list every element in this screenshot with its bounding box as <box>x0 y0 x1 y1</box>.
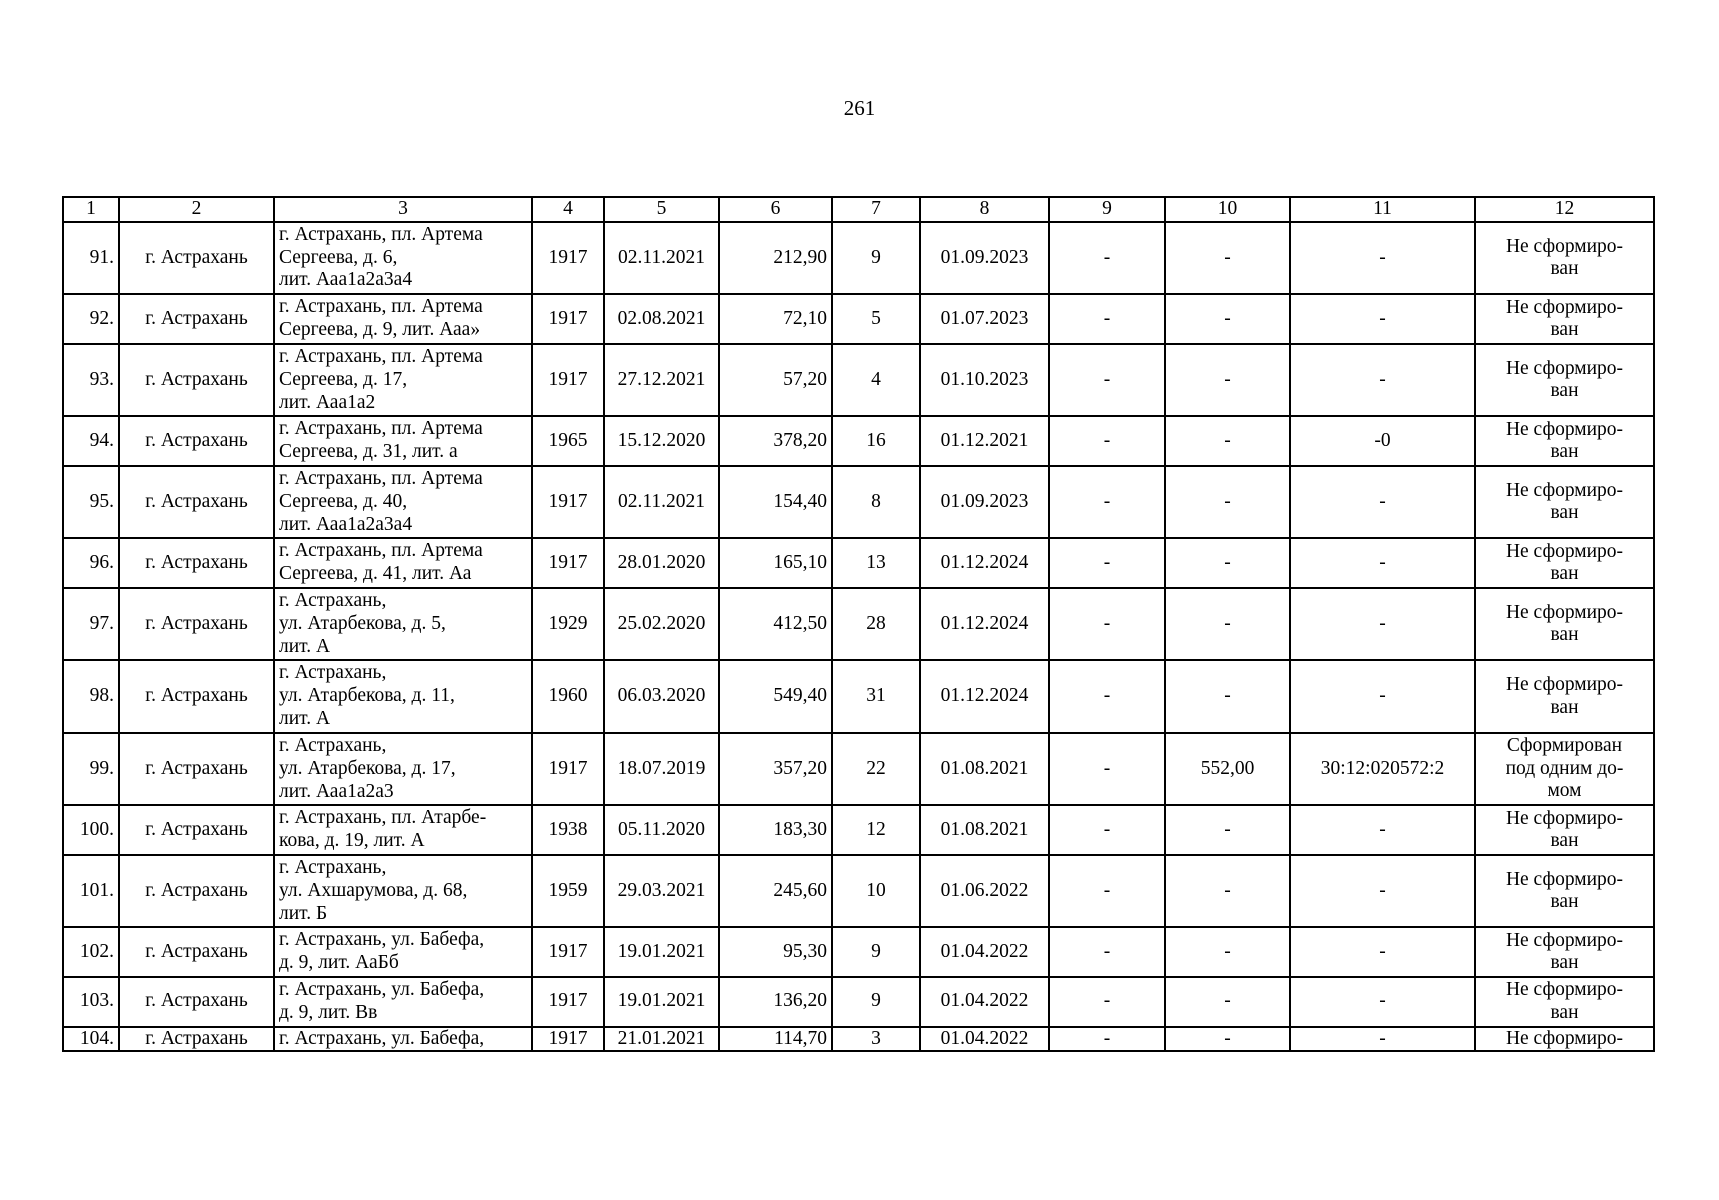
column-9-cell: - <box>1049 416 1165 466</box>
term-date-cell: 01.12.2024 <box>920 538 1049 588</box>
cadastral-number-cell: - <box>1290 805 1475 855</box>
column-9-cell: - <box>1049 733 1165 805</box>
area-cell: 212,90 <box>719 222 832 294</box>
city-cell: г. Астрахань <box>119 805 274 855</box>
table-row <box>63 222 1654 294</box>
cadastral-number-cell: - <box>1290 1027 1475 1052</box>
date-cell: 02.11.2021 <box>604 466 719 538</box>
city-cell: г. Астрахань <box>119 733 274 805</box>
land-status-cell: Не сформиро- ван <box>1475 294 1654 344</box>
area-cell: 95,30 <box>719 927 832 977</box>
cadastral-number-cell: - <box>1290 660 1475 732</box>
land-status-cell: Не сформиро- ван <box>1475 344 1654 416</box>
city-cell: г. Астрахань <box>119 588 274 660</box>
area-cell: 114,70 <box>719 1027 832 1052</box>
term-date-cell: 01.04.2022 <box>920 977 1049 1027</box>
row-number-cell: 93. <box>63 344 119 416</box>
row-number-cell: 99. <box>63 733 119 805</box>
column-header: 12 <box>1475 197 1654 222</box>
land-status-cell: Не сформиро- ван <box>1475 855 1654 927</box>
date-cell: 27.12.2021 <box>604 344 719 416</box>
year-cell: 1917 <box>532 222 604 294</box>
cadastral-number-cell: - <box>1290 294 1475 344</box>
column-header: 3 <box>274 197 532 222</box>
year-cell: 1917 <box>532 538 604 588</box>
count-cell: 9 <box>832 222 920 294</box>
cadastral-number-cell: - <box>1290 855 1475 927</box>
city-cell: г. Астрахань <box>119 855 274 927</box>
row-number-cell: 94. <box>63 416 119 466</box>
row-number-cell: 91. <box>63 222 119 294</box>
table-row <box>63 733 1654 805</box>
column-10-cell: - <box>1165 855 1290 927</box>
term-date-cell: 01.04.2022 <box>920 927 1049 977</box>
city-cell: г. Астрахань <box>119 294 274 344</box>
area-cell: 154,40 <box>719 466 832 538</box>
count-cell: 31 <box>832 660 920 732</box>
count-cell: 5 <box>832 294 920 344</box>
date-cell: 02.08.2021 <box>604 294 719 344</box>
column-10-cell: - <box>1165 344 1290 416</box>
table-row <box>63 588 1654 660</box>
column-10-cell: 552,00 <box>1165 733 1290 805</box>
row-number-cell: 104. <box>63 1027 119 1052</box>
year-cell: 1917 <box>532 733 604 805</box>
address-cell: г. Астрахань, пл. Артема Сергеева, д. 40, лит. Ааа1а2а3а4 <box>274 466 532 538</box>
year-cell: 1917 <box>532 977 604 1027</box>
term-date-cell: 01.12.2021 <box>920 416 1049 466</box>
date-cell: 06.03.2020 <box>604 660 719 732</box>
date-cell: 29.03.2021 <box>604 855 719 927</box>
housing-registry-table <box>62 196 1655 1052</box>
city-cell: г. Астрахань <box>119 222 274 294</box>
area-cell: 549,40 <box>719 660 832 732</box>
land-status-cell: Не сформиро- ван <box>1475 588 1654 660</box>
land-status-cell: Не сформиро- ван <box>1475 222 1654 294</box>
page-number: 261 <box>843 96 876 120</box>
row-number-cell: 98. <box>63 660 119 732</box>
date-cell: 05.11.2020 <box>604 805 719 855</box>
area-cell: 378,20 <box>719 416 832 466</box>
city-cell: г. Астрахань <box>119 416 274 466</box>
area-cell: 165,10 <box>719 538 832 588</box>
column-header: 6 <box>719 197 832 222</box>
table-row <box>63 538 1654 588</box>
cadastral-number-cell: - <box>1290 344 1475 416</box>
area-cell: 136,20 <box>719 977 832 1027</box>
column-10-cell: - <box>1165 927 1290 977</box>
table-row <box>63 927 1654 977</box>
cadastral-number-cell: - <box>1290 588 1475 660</box>
land-status-cell: Не сформиро- ван <box>1475 538 1654 588</box>
column-10-cell: - <box>1165 660 1290 732</box>
date-cell: 19.01.2021 <box>604 927 719 977</box>
row-number-cell: 100. <box>63 805 119 855</box>
date-cell: 19.01.2021 <box>604 977 719 1027</box>
address-cell: г. Астрахань, ул. Атарбекова, д. 17, лит. Ааа1а2а3 <box>274 733 532 805</box>
address-cell: г. Астрахань, пл. Атарбе- кова, д. 19, лит. А <box>274 805 532 855</box>
term-date-cell: 01.08.2021 <box>920 805 1049 855</box>
year-cell: 1960 <box>532 660 604 732</box>
column-header: 9 <box>1049 197 1165 222</box>
column-header: 5 <box>604 197 719 222</box>
column-9-cell: - <box>1049 855 1165 927</box>
land-status-cell: Не сформиро- <box>1475 1027 1654 1052</box>
count-cell: 28 <box>832 588 920 660</box>
land-status-cell: Не сформиро- ван <box>1475 977 1654 1027</box>
cadastral-number-cell: -0 <box>1290 416 1475 466</box>
column-9-cell: - <box>1049 927 1165 977</box>
cadastral-number-cell: - <box>1290 927 1475 977</box>
count-cell: 4 <box>832 344 920 416</box>
column-10-cell: - <box>1165 466 1290 538</box>
column-10-cell: - <box>1165 222 1290 294</box>
row-number-cell: 101. <box>63 855 119 927</box>
land-status-cell: Не сформиро- ван <box>1475 416 1654 466</box>
year-cell: 1917 <box>532 294 604 344</box>
count-cell: 12 <box>832 805 920 855</box>
row-number-cell: 92. <box>63 294 119 344</box>
address-cell: г. Астрахань, пл. Артема Сергеева, д. 31, лит. а <box>274 416 532 466</box>
column-9-cell: - <box>1049 538 1165 588</box>
column-9-cell: - <box>1049 466 1165 538</box>
table-row <box>63 855 1654 927</box>
address-cell: г. Астрахань, ул. Атарбекова, д. 5, лит. А <box>274 588 532 660</box>
column-9-cell: - <box>1049 805 1165 855</box>
address-cell: г. Астрахань, ул. Бабефа, д. 9, лит. АаБб <box>274 927 532 977</box>
city-cell: г. Астрахань <box>119 660 274 732</box>
address-cell: г. Астрахань, ул. Ахшарумова, д. 68, лит. Б <box>274 855 532 927</box>
column-9-cell: - <box>1049 660 1165 732</box>
date-cell: 02.11.2021 <box>604 222 719 294</box>
column-9-cell: - <box>1049 294 1165 344</box>
address-cell: г. Астрахань, ул. Бабефа, <box>274 1027 532 1052</box>
column-number-header-row <box>63 197 1654 222</box>
table-row <box>63 344 1654 416</box>
address-cell: г. Астрахань, пл. Артема Сергеева, д. 6, лит. Ааа1а2а3а4 <box>274 222 532 294</box>
city-cell: г. Астрахань <box>119 538 274 588</box>
date-cell: 18.07.2019 <box>604 733 719 805</box>
year-cell: 1965 <box>532 416 604 466</box>
column-10-cell: - <box>1165 294 1290 344</box>
column-10-cell: - <box>1165 416 1290 466</box>
table-row <box>63 977 1654 1027</box>
table-row <box>63 294 1654 344</box>
table-row <box>63 805 1654 855</box>
row-number-cell: 102. <box>63 927 119 977</box>
term-date-cell: 01.04.2022 <box>920 1027 1049 1052</box>
date-cell: 25.02.2020 <box>604 588 719 660</box>
term-date-cell: 01.12.2024 <box>920 588 1049 660</box>
column-header: 7 <box>832 197 920 222</box>
year-cell: 1917 <box>532 344 604 416</box>
table-row <box>63 416 1654 466</box>
column-10-cell: - <box>1165 588 1290 660</box>
column-header: 2 <box>119 197 274 222</box>
address-cell: г. Астрахань, ул. Атарбекова, д. 11, лит. А <box>274 660 532 732</box>
area-cell: 57,20 <box>719 344 832 416</box>
table-row <box>63 1027 1654 1052</box>
year-cell: 1929 <box>532 588 604 660</box>
city-cell: г. Астрахань <box>119 466 274 538</box>
address-cell: г. Астрахань, пл. Артема Сергеева, д. 41, лит. Аа <box>274 538 532 588</box>
column-10-cell: - <box>1165 538 1290 588</box>
term-date-cell: 01.06.2022 <box>920 855 1049 927</box>
count-cell: 9 <box>832 977 920 1027</box>
address-cell: г. Астрахань, пл. Артема Сергеева, д. 9, лит. Ааа» <box>274 294 532 344</box>
land-status-cell: Не сформиро- ван <box>1475 927 1654 977</box>
count-cell: 3 <box>832 1027 920 1052</box>
area-cell: 245,60 <box>719 855 832 927</box>
count-cell: 9 <box>832 927 920 977</box>
city-cell: г. Астрахань <box>119 977 274 1027</box>
land-status-cell: Не сформиро- ван <box>1475 466 1654 538</box>
term-date-cell: 01.10.2023 <box>920 344 1049 416</box>
city-cell: г. Астрахань <box>119 1027 274 1052</box>
area-cell: 72,10 <box>719 294 832 344</box>
address-cell: г. Астрахань, ул. Бабефа, д. 9, лит. Вв <box>274 977 532 1027</box>
year-cell: 1959 <box>532 855 604 927</box>
column-9-cell: - <box>1049 1027 1165 1052</box>
cadastral-number-cell: - <box>1290 466 1475 538</box>
area-cell: 357,20 <box>719 733 832 805</box>
table-row <box>63 660 1654 732</box>
cadastral-number-cell: - <box>1290 538 1475 588</box>
term-date-cell: 01.09.2023 <box>920 222 1049 294</box>
column-header: 10 <box>1165 197 1290 222</box>
row-number-cell: 97. <box>63 588 119 660</box>
date-cell: 21.01.2021 <box>604 1027 719 1052</box>
year-cell: 1917 <box>532 466 604 538</box>
year-cell: 1917 <box>532 927 604 977</box>
cadastral-number-cell: 30:12:020572:2 <box>1290 733 1475 805</box>
land-status-cell: Сформирован под одним до- мом <box>1475 733 1654 805</box>
column-10-cell: - <box>1165 977 1290 1027</box>
column-9-cell: - <box>1049 588 1165 660</box>
address-cell: г. Астрахань, пл. Артема Сергеева, д. 17, лит. Ааа1а2 <box>274 344 532 416</box>
term-date-cell: 01.12.2024 <box>920 660 1049 732</box>
date-cell: 15.12.2020 <box>604 416 719 466</box>
column-header: 8 <box>920 197 1049 222</box>
cadastral-number-cell: - <box>1290 222 1475 294</box>
term-date-cell: 01.07.2023 <box>920 294 1049 344</box>
row-number-cell: 95. <box>63 466 119 538</box>
year-cell: 1917 <box>532 1027 604 1052</box>
count-cell: 22 <box>832 733 920 805</box>
column-10-cell: - <box>1165 1027 1290 1052</box>
term-date-cell: 01.08.2021 <box>920 733 1049 805</box>
table-row <box>63 466 1654 538</box>
area-cell: 183,30 <box>719 805 832 855</box>
count-cell: 16 <box>832 416 920 466</box>
row-number-cell: 96. <box>63 538 119 588</box>
date-cell: 28.01.2020 <box>604 538 719 588</box>
count-cell: 10 <box>832 855 920 927</box>
column-9-cell: - <box>1049 977 1165 1027</box>
column-9-cell: - <box>1049 222 1165 294</box>
column-header: 4 <box>532 197 604 222</box>
year-cell: 1938 <box>532 805 604 855</box>
registry-body <box>63 222 1654 1052</box>
land-status-cell: Не сформиро- ван <box>1475 805 1654 855</box>
count-cell: 8 <box>832 466 920 538</box>
land-status-cell: Не сформиро- ван <box>1475 660 1654 732</box>
cadastral-number-cell: - <box>1290 977 1475 1027</box>
city-cell: г. Астрахань <box>119 927 274 977</box>
area-cell: 412,50 <box>719 588 832 660</box>
term-date-cell: 01.09.2023 <box>920 466 1049 538</box>
row-number-cell: 103. <box>63 977 119 1027</box>
column-header: 1 <box>63 197 119 222</box>
column-9-cell: - <box>1049 344 1165 416</box>
count-cell: 13 <box>832 538 920 588</box>
city-cell: г. Астрахань <box>119 344 274 416</box>
column-10-cell: - <box>1165 805 1290 855</box>
column-header: 11 <box>1290 197 1475 222</box>
